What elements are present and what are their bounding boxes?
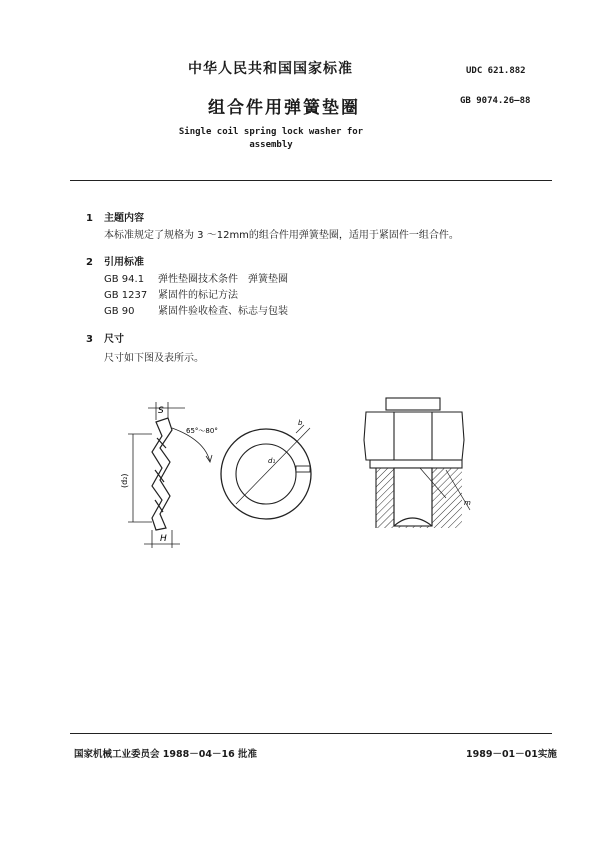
udc-code: UDC 621.882	[466, 66, 526, 76]
section-2-number: 2	[86, 257, 93, 268]
title-en-line-2: assembly	[249, 140, 293, 150]
title-en-line-1: Single coil spring lock washer for	[178, 127, 364, 137]
effective-date: 1989－01－01实施	[466, 749, 557, 760]
section-3-number: 3	[86, 334, 93, 345]
label-m: m	[464, 499, 471, 507]
reference-name: 紧固件验收检查、标志与包装	[158, 306, 288, 317]
section-1-text: 本标准规定了规格为 3 ～12mm的组合件用弹簧垫圈，适用于紧固件一组合件。	[104, 230, 459, 241]
label-b: b	[298, 419, 303, 427]
dimension-d2	[128, 434, 152, 522]
reference-code: GB 90	[104, 306, 135, 317]
label-h: H	[160, 534, 167, 544]
document-title-cn: 组合件用弹簧垫圈	[208, 98, 360, 118]
bolt-assembly	[364, 398, 470, 528]
reference-code: GB 1237	[104, 290, 148, 301]
gb-standard-number: GB 9074.26—88	[460, 96, 531, 106]
section-1-title: 主题内容	[104, 213, 144, 224]
section-1-number: 1	[86, 213, 93, 224]
section-3-title: 尺寸	[104, 334, 124, 345]
label-s: S	[158, 406, 164, 416]
washer-side-view	[152, 418, 172, 530]
label-d2: (d₂)	[120, 473, 129, 488]
approval-info: 国家机械工业委员会 1988－04－16 批准	[74, 749, 257, 760]
washer-front-view	[221, 425, 311, 519]
label-d1: d₁	[268, 457, 276, 465]
dimension-s	[148, 402, 185, 420]
reference-code: GB 94.1	[104, 274, 145, 285]
reference-name: 弹性垫圈技术条件 弹簧垫圈	[158, 274, 288, 285]
section-2-title: 引用标准	[104, 257, 144, 268]
footer-divider	[70, 733, 552, 734]
issuing-authority: 中华人民共和国国家标准	[188, 61, 353, 77]
label-angle: 65°～80°	[186, 427, 218, 435]
reference-name: 紧固件的标记方法	[158, 290, 238, 301]
section-3-text: 尺寸如下图及表所示。	[104, 353, 204, 364]
